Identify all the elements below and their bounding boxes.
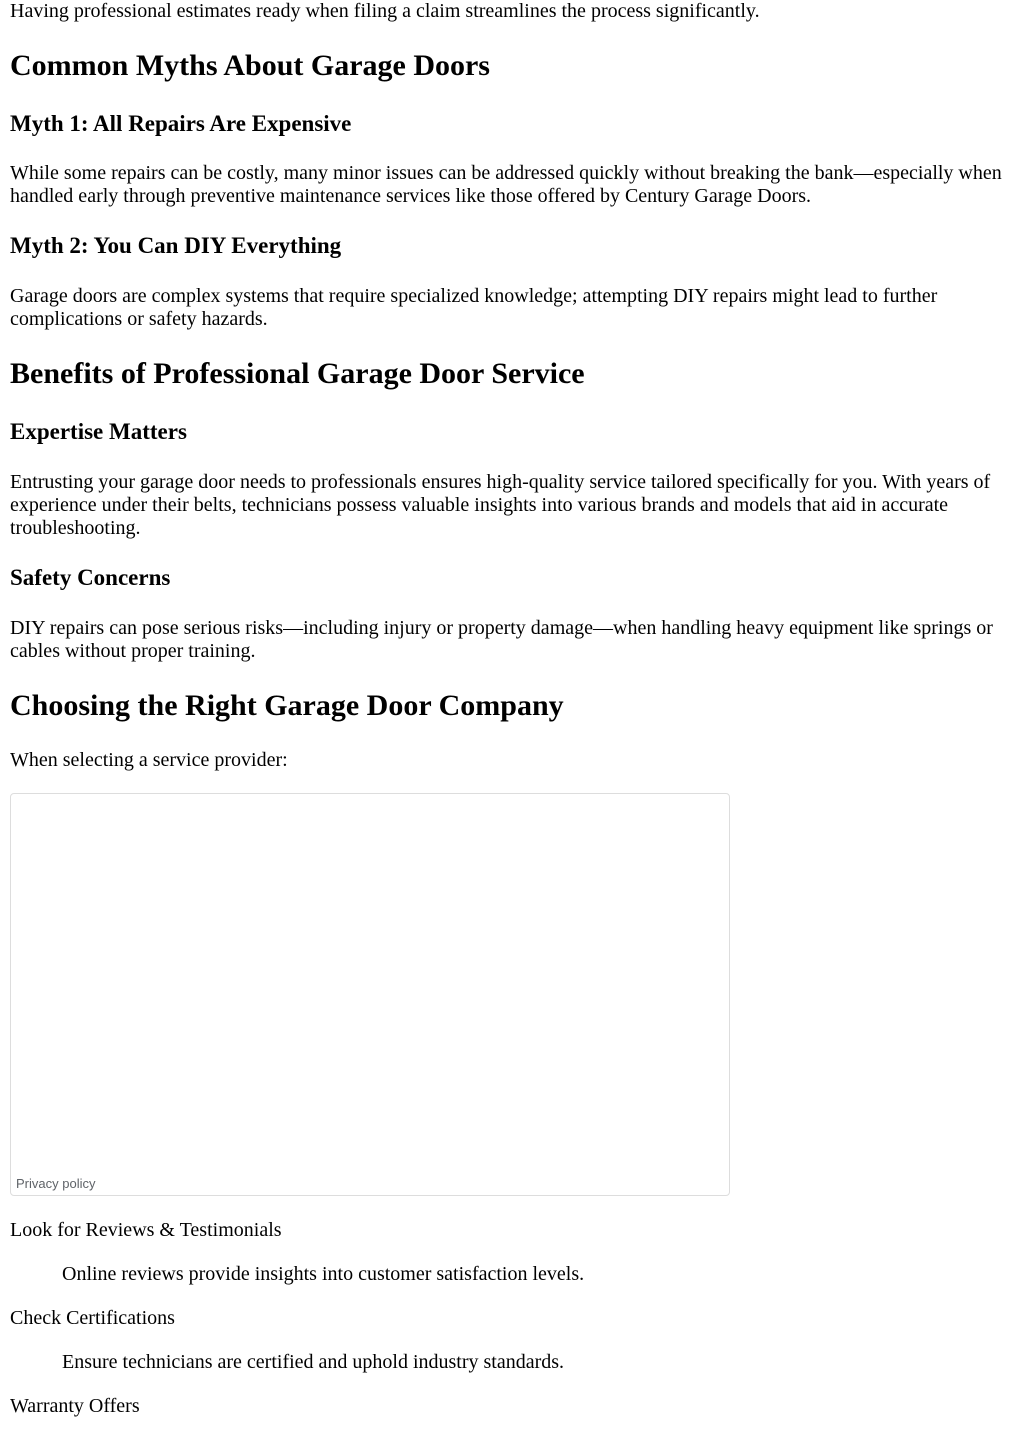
- myths-heading: Common Myths About Garage Doors: [10, 49, 490, 82]
- list-term-certifications: Check Certifications: [10, 1307, 175, 1329]
- expertise-heading: Expertise Matters: [10, 419, 187, 444]
- myth1-paragraph: While some repairs can be costly, many minor issues can be addressed quickly without breaking the bank—especially when handled early through preventive maintenance services like those offered by Century Garage Doors.: [10, 162, 1002, 207]
- list-desc-reviews: Online reviews provide insights into customer satisfaction levels.: [62, 1263, 585, 1285]
- benefits-heading: Benefits of Professional Garage Door Service: [10, 357, 585, 390]
- myth2-heading: Myth 2: You Can DIY Everything: [10, 233, 342, 258]
- expertise-paragraph: Entrusting your garage door needs to professionals ensures high-quality service tailored specifically for you. With years of experience under their belts, technicians possess valuable insights into various brands and models that aid in accurate troubleshooting.: [10, 471, 991, 539]
- choosing-heading: Choosing the Right Garage Door Company: [10, 689, 564, 722]
- privacy-policy-link[interactable]: Privacy policy: [16, 1176, 96, 1191]
- embedded-widget-frame: [10, 793, 730, 1196]
- list-desc-certifications: Ensure technicians are certified and uphold industry standards.: [62, 1351, 565, 1373]
- list-term-reviews: Look for Reviews & Testimonials: [10, 1219, 282, 1241]
- intro-paragraph: Having professional estimates ready when filing a claim streamlines the process significantly.: [10, 0, 760, 22]
- safety-paragraph: DIY repairs can pose serious risks—including injury or property damage—when handling heavy equipment like springs or cables without proper training.: [10, 617, 993, 662]
- safety-heading: Safety Concerns: [10, 565, 171, 590]
- myth1-heading: Myth 1: All Repairs Are Expensive: [10, 111, 352, 136]
- list-term-warranty: Warranty Offers: [10, 1395, 140, 1417]
- choosing-intro: When selecting a service provider:: [10, 749, 288, 771]
- myth2-paragraph: Garage doors are complex systems that require specialized knowledge; attempting DIY repairs might lead to further complications or safety hazards.: [10, 285, 938, 330]
